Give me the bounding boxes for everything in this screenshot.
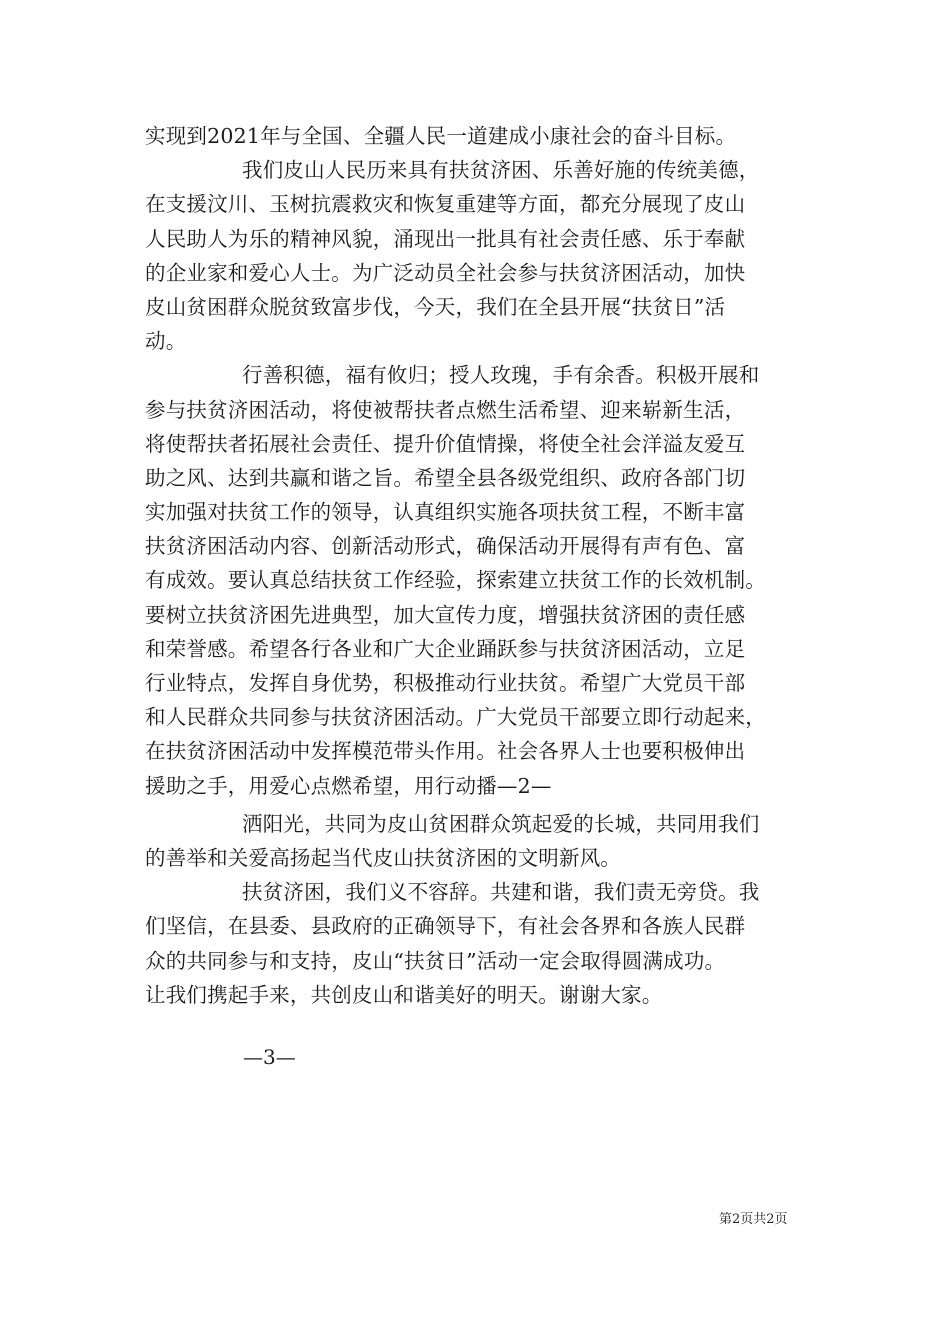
paragraph	[145, 807, 835, 875]
paragraph	[145, 119, 835, 153]
text-line: 在支援汶川、玉树抗震救灾和恢复重建等方面，都充分展现了皮山	[145, 192, 746, 217]
text-line: 在扶贫济困活动中发挥模范带头作用。社会各界人士也要积极伸出	[145, 739, 746, 764]
text-line: 助之风、达到共赢和谐之旨。希望全县各级党组织、政府各部门切	[145, 465, 746, 490]
text-line: 洒阳光，共同为皮山贫困群众筑起爱的长城，共同用我们	[242, 811, 760, 836]
text-line: 实加强对扶贫工作的领导，认真组织实施各项扶贫工程，不断丰富	[145, 500, 746, 525]
text-line: 和人民群众共同参与扶贫济困活动。广大党员干部要立即行动起来，	[145, 705, 766, 730]
body-text	[145, 119, 835, 1012]
text-line: 们坚信，在县委、县政府的正确领导下，有社会各界和各族人民群	[145, 914, 746, 939]
paragraph	[145, 875, 835, 1012]
text-line: 行善积德，福有攸归；授人玫瑰，手有余香。积极开展和	[242, 363, 760, 388]
text-line: 让我们携起手来，共创皮山和谐美好的明天。谢谢大家。	[145, 982, 663, 1007]
text-line: 的企业家和爱心人士。为广泛动员全社会参与扶贫济困活动，加快	[145, 260, 746, 285]
text-line: 皮山贫困群众脱贫致富步伐，今天，我们在全县开展“扶贫日”活	[145, 294, 726, 319]
text-line: 扶贫济困活动内容、创新活动形式，确保活动开展得有声有色、富	[145, 534, 746, 559]
paragraph	[145, 153, 835, 358]
text-line: 人民助人为乐的精神风貌，涌现出一批具有社会责任感、乐于奉献	[145, 226, 746, 251]
text-line: 将使帮扶者拓展社会责任、提升价值情操，将使全社会洋溢友爱互	[145, 431, 746, 456]
text-line: 我们皮山人民历来具有扶贫济困、乐善好施的传统美德，	[242, 158, 760, 183]
text-line: 的善举和关爱高扬起当代皮山扶贫济困的文明新风。	[145, 845, 622, 870]
text-line: 众的共同参与和支持，皮山“扶贫日”活动一定会取得圆满成功。	[145, 948, 726, 973]
text-line: 行业特点，发挥自身优势，积极推动行业扶贫。希望广大党员干部	[145, 671, 746, 695]
text-line: 参与扶贫济困活动，将使被帮扶者点燃生活希望、迎来崭新生活，	[145, 397, 746, 422]
page-marker: —3—	[243, 1045, 296, 1069]
paragraph	[145, 358, 835, 802]
text-line: 援助之手，用爱心点燃希望，用行动播—2—	[145, 773, 552, 798]
text-line: 实现到2021年与全国、全疆人民一道建成小康社会的奋斗目标。	[145, 124, 737, 148]
text-line: 动。	[145, 329, 187, 354]
text-line: 有成效。要认真总结扶贫工作经验，探索建立扶贫工作的长效机制。	[145, 568, 766, 593]
page-footer: 第2页共2页	[719, 1212, 788, 1227]
text-line: 扶贫济困，我们义不容辞。共建和谐，我们责无旁贷。我	[242, 880, 760, 905]
text-line: 要树立扶贫济困先进典型，加大宣传力度，增强扶贫济困的责任感	[145, 602, 746, 627]
text-line: 和荣誉感。希望各行各业和广大企业踊跃参与扶贫济困活动，立足	[145, 636, 746, 661]
